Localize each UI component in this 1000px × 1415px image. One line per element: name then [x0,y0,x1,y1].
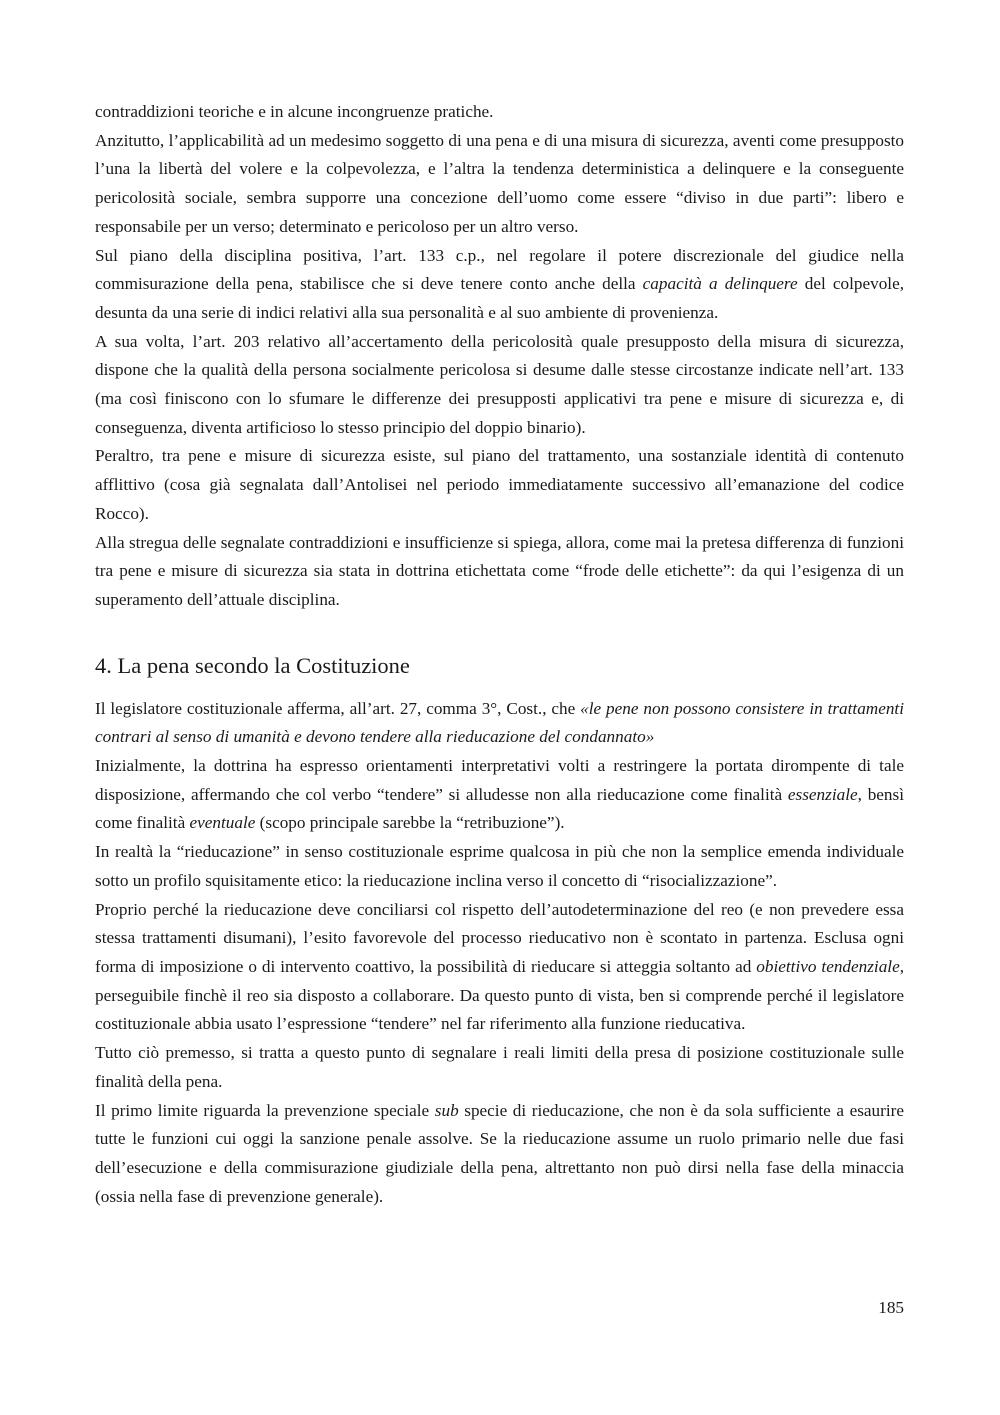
text-run: specie di rieducazione, che non è da sola sufficiente a esaurire tutte le funzioni cui oggi la sanzione penale assolve. Se la rieducazione assume un ruolo primario nelle due fasi dell’esecuzione e della commisurazione giudiziale della pena, altrettanto non può dirsi nella fase della minaccia (ossia nella fase di prevenzione generale). [95,1100,904,1206]
text-run: Inizialmente, la dottrina ha espresso orientamenti interpretativi volti a restringere la portata dirompente di tale disposizione, affermando che col verbo “tendere” si alludesse non alla rieducazione come finalità [95,756,904,804]
italic-text: essenziale [787,784,858,804]
section-previous-continuation [95,98,904,615]
text-run: A sua volta, l’art. 203 relativo all’accertamento della pericolosità quale presupposto della misura di sicurezza, dispone che la qualità della persona socialmente pericolosa si desume dalle stesse circostanze indicate nell’art. 133 (ma così finiscono con lo sfumare le differenze dei presupposti applicativi tra pene e misure di sicurezza e, di conseguenza, diventa artificioso lo stesso principio del doppio binario). [95,331,904,437]
text-run: Anzitutto, l’applicabilità ad un medesimo soggetto di una pena e di una misura di sicurezza, aventi come presupposto l’una la libertà del volere e la colpevolezza, e l’altra la tendenza deterministica a delinquere e la conseguente pericolosità sociale, sembra supporre una concezione dell’uomo come essere “diviso in due parti”: libero e responsabile per un verso; determinato e pericoloso per un altro verso. [95,130,904,236]
text-run: contraddizioni teoriche e in alcune incongruenze pratiche. [95,102,494,121]
italic-text: eventuale [189,813,256,833]
text-run: (scopo principale sarebbe la “retribuzione”). [255,813,565,833]
section-pena-costituzione [95,695,904,1212]
paragraph [95,127,904,242]
paragraph [95,1097,904,1212]
paragraph [95,242,904,328]
text-run: Alla stregua delle segnalate contraddizioni e insufficienze si spiega, allora, come mai la pretesa differenza di funzioni tra pene e misure di sicurezza sia stata in dottrina etichettata come “frode delle etichette”: da qui l’esigenza di un superamento dell’attuale disciplina. [95,532,904,609]
italic-text: sub [434,1100,459,1120]
paragraph [95,695,904,752]
text-run: , bensì come finalità [95,784,904,833]
paragraph [95,98,904,127]
text-run: , perseguibile finchè il reo sia disposto a collaborare. Da questo punto di vista, ben si comprende perché il legislatore costituzionale abbia usato l’espressione “tendere” nel far riferimento alla funzione rieducativa. [95,956,904,1034]
text-run: Proprio perché la rieducazione deve conciliarsi col rispetto dell’autodeterminazione del reo (e non prevedere essa stessa trattamenti disumani), l’esito favorevole del processo rieducativo non è scontato in partenza. Esclusa ogni forma di imposizione o di intervento coattivo, la possibilità di rieducare si atteggia soltanto ad [95,899,904,976]
paragraph [95,1039,904,1096]
paragraph [95,442,904,528]
paragraph [95,328,904,443]
text-run: Il primo limite riguarda la prevenzione speciale [95,1100,435,1120]
page-number: 185 [878,1298,904,1317]
text-run: Il legislatore costituzionale afferma, all’art. 27, comma 3°, Cost., che [95,698,581,718]
section-heading: 4. La pena secondo la Costituzione [95,652,410,678]
text-run: Sul piano della disciplina positiva, l’art. 133 c.p., nel regolare il potere discrezionale del giudice nella commisurazione della pena, stabilisce che si deve tenere conto anche della [95,245,904,294]
text-run: del colpevole, desunta da una serie di indici relativi alla sua personalità e al suo ambiente di provenienza. [95,274,905,322]
document-body [95,98,904,1211]
paragraph [95,838,904,895]
text-run: In realtà la “rieducazione” in senso costituzionale esprime qualcosa in più che non la semplice emenda individuale sotto un profilo squisitamente etico: la rieducazione inclina verso il concetto di “risocializzazione”. [95,842,904,890]
text-run: Peraltro, tra pene e misure di sicurezza esiste, sul piano del trattamento, una sostanziale identità di contenuto afflittivo (cosa già segnalata dall’Antolisei nel periodo immediatamente successivo all’emanazione del codice Rocco). [95,446,904,523]
text-run: Tutto ciò premesso, si tratta a questo punto di segnalare i reali limiti della presa di posizione costituzionale sulle finalità della pena. [95,1043,904,1091]
paragraph [95,896,904,1040]
paragraph [95,529,904,615]
paragraph [95,752,904,838]
italic-text: capacità a delinquere [642,274,798,294]
italic-text: «le pene non possono consistere in trattamenti contrari al senso di umanità e devono tendere alla rieducazione del condannato» [95,698,904,747]
italic-text: obiettivo tendenziale [756,956,900,976]
